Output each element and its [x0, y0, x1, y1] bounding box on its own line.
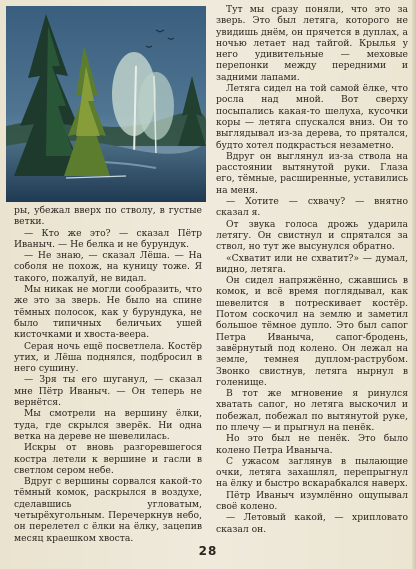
- paragraph: От звука голоса дрожь ударила летягу. Он свистнул и спрятался за ствол, но тут же высунулся обратно.: [216, 218, 408, 253]
- paragraph: — Летовый какой, — хрипловато сказал он.: [216, 512, 408, 535]
- forest-illustration: [6, 6, 206, 202]
- paragraph: «Схватит или не схватит?» — думал, видно, летяга.: [216, 252, 408, 275]
- paragraph: — Хотите — схвачу? — внятно сказал я.: [216, 196, 408, 219]
- paragraph: Искры от вновь разгоревшегося костра летели к вершине и гасли в светлом сером небе.: [14, 442, 202, 476]
- paragraph: Мы смотрели на вершину ёлки, туда, где скрылся зверёк. Ни одна ветка на дереве не шевелилась.: [14, 408, 202, 442]
- paragraph: Тут мы сразу поняли, что это за зверь. Это был летяга, которого не увидишь днём, он прячется в дуплах, а ночью летает над тайгой. Крылья у него удивительные — меховые перепонки между передними и задними лапами.: [216, 4, 408, 83]
- paragraph: Серая ночь ещё посветлела. Костёр утих, и Лёша поднялся, подбросил в него сушину.: [14, 340, 202, 375]
- paragraph: Пётр Иваныч изумлённо ощупывал своё колено.: [216, 489, 408, 513]
- paragraph: — Кто же это? — сказал Пётр Иваныч. — Не белка и не бурундук.: [14, 227, 202, 250]
- paragraph: Летяга сидел на той самой ёлке, что росла над мной. Вот сверху посыпались какая-то шелуха, кусочки коры — летяга спускался вниз. Он то выглядывал из-за дерева, то прятался, будто хотел подкрасться незаметно.: [216, 83, 408, 151]
- left-text-column: [14, 205, 202, 544]
- paragraph: ры, убежал вверх по стволу, в густые ветки.: [14, 205, 202, 228]
- paragraph: Но это был не пенёк. Это было колено Петра Иваныча.: [216, 433, 408, 456]
- paragraph: Вдруг с вершины сорвался какой-то тёмный комок, раскрылся в воздухе, сделавшись угловатым, четырёхугольным. Перечеркнув небо, он перелетел с ёлки на ёлку, зацепив месяц краешком хвоста.: [14, 476, 202, 544]
- paragraph: С ужасом заглянув в пылающие очки, летяга захашлял, перепрыгнул на ёлку и быстро вскарабкался наверх.: [216, 455, 408, 490]
- paragraph: — Зря ты его шуганул, — сказал мне Пётр Иваныч. — Он теперь не вернётся.: [14, 374, 202, 409]
- page-number: 28: [198, 544, 218, 558]
- paragraph: Мы никак не могли сообразить, что же это за зверь. Не было на спине тёмных полосок, как у бурундука, не было типичных беличьих ушей кисточками и хвоста-веера.: [14, 284, 202, 341]
- right-text-column: [216, 4, 408, 535]
- paragraph: В тот же мгновение я ринулся хватать сапог, но летяга выскочил и побежал, побежал по вытянутой руке, по плечу — и прыгнул на пенёк.: [216, 388, 408, 433]
- paragraph: — Не знаю, — сказал Лёша. — На соболя не похож, на куницу тоже. Я такого, пожалуй, не видал.: [14, 250, 202, 284]
- page-edge: [412, 0, 416, 569]
- paragraph: Он сидел напряжённо, сжавшись в комок, и всё время поглядывал, как шевелится в потрескивает костёр. Потом соскочил на землю и заметил большое тёмное дупло. Это был сапог Петра Иваныча, сапог-бродень, завёрнутый под колено. Он лежал на земле, темнея дуплом-раструбом. Звонко свистнув, летяга нырнул в голенище.: [216, 275, 408, 388]
- paragraph: Вдруг он выглянул из-за ствола на расстоянии вытянутой руки. Глаза его, тёмные, расширенные, уставились на меня.: [216, 150, 408, 196]
